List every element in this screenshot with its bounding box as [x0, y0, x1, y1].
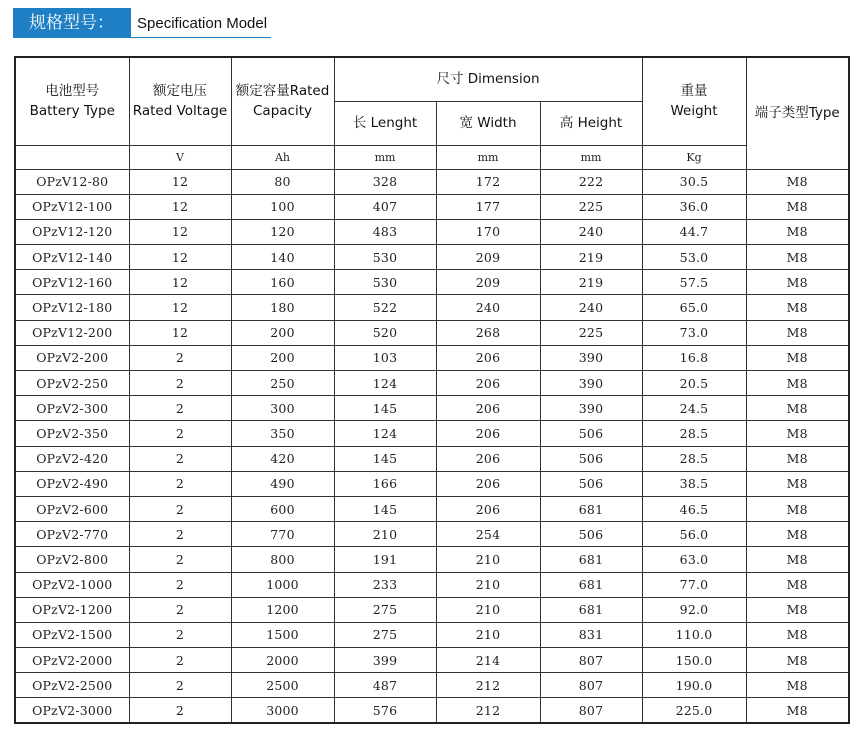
header-dimension: 尺寸 Dimension — [334, 57, 642, 101]
cell-voltage: 12 — [129, 194, 231, 219]
cell-capacity: 800 — [231, 547, 334, 572]
header-weight — [642, 57, 746, 145]
cell-height: 807 — [540, 648, 642, 673]
cell-width: 206 — [436, 396, 540, 421]
table-row — [15, 295, 849, 320]
cell-capacity: 140 — [231, 245, 334, 270]
cell-voltage: 2 — [129, 572, 231, 597]
table-row — [15, 698, 849, 723]
unit-weight: Kg — [642, 145, 746, 169]
header-voltage-en: Rated Voltage — [132, 103, 228, 120]
cell-capacity: 1500 — [231, 622, 334, 647]
cell-capacity: 350 — [231, 421, 334, 446]
cell-voltage: 2 — [129, 371, 231, 396]
cell-voltage: 12 — [129, 219, 231, 244]
cell-voltage: 12 — [129, 295, 231, 320]
cell-battery-type: OPzV2-1500 — [15, 622, 129, 647]
header-capacity-line1: 额定容量Rated — [235, 83, 330, 100]
cell-length: 530 — [334, 270, 436, 295]
cell-battery-type: OPzV2-1200 — [15, 597, 129, 622]
unit-voltage: V — [129, 145, 231, 169]
cell-capacity: 200 — [231, 345, 334, 370]
cell-terminal: M8 — [746, 522, 849, 547]
cell-height: 681 — [540, 496, 642, 521]
cell-capacity: 1000 — [231, 572, 334, 597]
cell-length: 210 — [334, 522, 436, 547]
cell-voltage: 2 — [129, 547, 231, 572]
cell-weight: 73.0 — [642, 320, 746, 345]
cell-battery-type: OPzV12-140 — [15, 245, 129, 270]
cell-capacity: 80 — [231, 169, 334, 194]
header-battery-type-cn: 电池型号 — [45, 83, 100, 100]
cell-battery-type: OPzV2-3000 — [15, 698, 129, 723]
cell-capacity: 100 — [231, 194, 334, 219]
header-voltage-cn: 额定电压 — [153, 83, 207, 100]
cell-voltage: 2 — [129, 471, 231, 496]
cell-width: 206 — [436, 471, 540, 496]
cell-terminal: M8 — [746, 648, 849, 673]
table-row — [15, 245, 849, 270]
cell-width: 212 — [436, 673, 540, 698]
cell-length: 145 — [334, 396, 436, 421]
cell-height: 390 — [540, 396, 642, 421]
cell-width: 240 — [436, 295, 540, 320]
cell-height: 506 — [540, 446, 642, 471]
cell-weight: 77.0 — [642, 572, 746, 597]
cell-length: 124 — [334, 421, 436, 446]
cell-weight: 53.0 — [642, 245, 746, 270]
cell-terminal: M8 — [746, 421, 849, 446]
cell-capacity: 200 — [231, 320, 334, 345]
cell-terminal: M8 — [746, 698, 849, 723]
table-row — [15, 597, 849, 622]
cell-weight: 57.5 — [642, 270, 746, 295]
cell-height: 240 — [540, 295, 642, 320]
table-row — [15, 547, 849, 572]
cell-capacity: 770 — [231, 522, 334, 547]
cell-battery-type: OPzV2-2500 — [15, 673, 129, 698]
cell-weight: 56.0 — [642, 522, 746, 547]
units-row — [15, 145, 849, 169]
unit-capacity: Ah — [231, 145, 334, 169]
cell-height: 219 — [540, 245, 642, 270]
cell-length: 530 — [334, 245, 436, 270]
table-row — [15, 345, 849, 370]
cell-battery-type: OPzV2-2000 — [15, 648, 129, 673]
cell-voltage: 2 — [129, 622, 231, 647]
unit-length: mm — [334, 145, 436, 169]
cell-voltage: 2 — [129, 522, 231, 547]
cell-terminal: M8 — [746, 673, 849, 698]
cell-length: 275 — [334, 622, 436, 647]
cell-battery-type: OPzV2-490 — [15, 471, 129, 496]
cell-length: 487 — [334, 673, 436, 698]
cell-weight: 28.5 — [642, 446, 746, 471]
cell-width: 214 — [436, 648, 540, 673]
cell-terminal: M8 — [746, 295, 849, 320]
cell-terminal: M8 — [746, 547, 849, 572]
cell-battery-type: OPzV12-180 — [15, 295, 129, 320]
cell-terminal: M8 — [746, 622, 849, 647]
cell-voltage: 12 — [129, 169, 231, 194]
cell-capacity: 300 — [231, 396, 334, 421]
cell-terminal: M8 — [746, 270, 849, 295]
cell-length: 233 — [334, 572, 436, 597]
table-row — [15, 194, 849, 219]
specification-table — [14, 56, 850, 724]
table-row — [15, 169, 849, 194]
header-battery-type — [15, 57, 129, 145]
cell-weight: 92.0 — [642, 597, 746, 622]
cell-capacity: 420 — [231, 446, 334, 471]
cell-battery-type: OPzV12-80 — [15, 169, 129, 194]
cell-terminal: M8 — [746, 219, 849, 244]
table-row — [15, 219, 849, 244]
cell-voltage: 2 — [129, 446, 231, 471]
header-height: 高 Height — [540, 101, 642, 145]
cell-terminal: M8 — [746, 597, 849, 622]
cell-weight: 110.0 — [642, 622, 746, 647]
cell-length: 483 — [334, 219, 436, 244]
table-row — [15, 471, 849, 496]
cell-battery-type: OPzV12-100 — [15, 194, 129, 219]
cell-capacity: 3000 — [231, 698, 334, 723]
cell-width: 209 — [436, 245, 540, 270]
cell-voltage: 2 — [129, 673, 231, 698]
cell-battery-type: OPzV12-200 — [15, 320, 129, 345]
cell-width: 206 — [436, 371, 540, 396]
cell-height: 390 — [540, 371, 642, 396]
table-row — [15, 371, 849, 396]
cell-width: 172 — [436, 169, 540, 194]
cell-length: 103 — [334, 345, 436, 370]
cell-voltage: 2 — [129, 698, 231, 723]
cell-width: 206 — [436, 345, 540, 370]
cell-length: 399 — [334, 648, 436, 673]
cell-battery-type: OPzV2-200 — [15, 345, 129, 370]
table-row — [15, 421, 849, 446]
cell-voltage: 12 — [129, 270, 231, 295]
cell-height: 390 — [540, 345, 642, 370]
cell-terminal: M8 — [746, 396, 849, 421]
cell-length: 275 — [334, 597, 436, 622]
cell-battery-type: OPzV2-600 — [15, 496, 129, 521]
header-rated-capacity — [231, 57, 334, 145]
cell-capacity: 600 — [231, 496, 334, 521]
cell-weight: 16.8 — [642, 345, 746, 370]
title-english: Specification Model — [131, 8, 271, 38]
cell-length: 145 — [334, 446, 436, 471]
cell-weight: 30.5 — [642, 169, 746, 194]
title-chinese: 规格型号： — [13, 8, 131, 38]
cell-width: 170 — [436, 219, 540, 244]
cell-battery-type: OPzV2-770 — [15, 522, 129, 547]
cell-weight: 38.5 — [642, 471, 746, 496]
cell-height: 807 — [540, 698, 642, 723]
cell-width: 206 — [436, 496, 540, 521]
cell-width: 210 — [436, 572, 540, 597]
cell-weight: 150.0 — [642, 648, 746, 673]
header-terminal-type: 端子类型Type — [746, 57, 849, 169]
cell-height: 831 — [540, 622, 642, 647]
table-row — [15, 496, 849, 521]
cell-width: 177 — [436, 194, 540, 219]
cell-battery-type: OPzV12-160 — [15, 270, 129, 295]
cell-weight: 46.5 — [642, 496, 746, 521]
cell-height: 506 — [540, 522, 642, 547]
cell-capacity: 120 — [231, 219, 334, 244]
cell-width: 206 — [436, 421, 540, 446]
table-row — [15, 270, 849, 295]
cell-weight: 190.0 — [642, 673, 746, 698]
header-capacity-line2: Capacity — [253, 103, 312, 120]
title-bar — [13, 8, 271, 38]
cell-length: 191 — [334, 547, 436, 572]
cell-width: 268 — [436, 320, 540, 345]
cell-capacity: 1200 — [231, 597, 334, 622]
header-weight-cn: 重量 — [680, 83, 708, 100]
cell-terminal: M8 — [746, 471, 849, 496]
cell-voltage: 2 — [129, 345, 231, 370]
table-row — [15, 673, 849, 698]
cell-width: 254 — [436, 522, 540, 547]
cell-terminal: M8 — [746, 169, 849, 194]
cell-weight: 28.5 — [642, 421, 746, 446]
cell-terminal: M8 — [746, 245, 849, 270]
table-row — [15, 572, 849, 597]
cell-capacity: 490 — [231, 471, 334, 496]
table-row — [15, 622, 849, 647]
cell-length: 166 — [334, 471, 436, 496]
header-rated-voltage — [129, 57, 231, 145]
header-battery-type-en: Battery Type — [29, 103, 115, 120]
cell-weight: 63.0 — [642, 547, 746, 572]
cell-voltage: 2 — [129, 648, 231, 673]
cell-height: 681 — [540, 572, 642, 597]
table-row — [15, 648, 849, 673]
cell-weight: 20.5 — [642, 371, 746, 396]
cell-height: 225 — [540, 194, 642, 219]
cell-terminal: M8 — [746, 194, 849, 219]
cell-battery-type: OPzV2-420 — [15, 446, 129, 471]
cell-battery-type: OPzV2-350 — [15, 421, 129, 446]
cell-height: 222 — [540, 169, 642, 194]
cell-width: 210 — [436, 622, 540, 647]
cell-battery-type: OPzV12-120 — [15, 219, 129, 244]
cell-voltage: 2 — [129, 421, 231, 446]
cell-battery-type: OPzV2-300 — [15, 396, 129, 421]
cell-capacity: 2000 — [231, 648, 334, 673]
cell-capacity: 180 — [231, 295, 334, 320]
cell-battery-type: OPzV2-250 — [15, 371, 129, 396]
cell-width: 206 — [436, 446, 540, 471]
cell-length: 407 — [334, 194, 436, 219]
table-row — [15, 446, 849, 471]
cell-length: 124 — [334, 371, 436, 396]
cell-terminal: M8 — [746, 572, 849, 597]
cell-height: 219 — [540, 270, 642, 295]
unit-battery-type — [15, 145, 129, 169]
cell-voltage: 2 — [129, 597, 231, 622]
cell-terminal: M8 — [746, 345, 849, 370]
cell-capacity: 250 — [231, 371, 334, 396]
cell-battery-type: OPzV2-1000 — [15, 572, 129, 597]
cell-weight: 225.0 — [642, 698, 746, 723]
cell-capacity: 160 — [231, 270, 334, 295]
cell-height: 225 — [540, 320, 642, 345]
cell-terminal: M8 — [746, 371, 849, 396]
cell-length: 520 — [334, 320, 436, 345]
table-row — [15, 522, 849, 547]
cell-length: 576 — [334, 698, 436, 723]
cell-height: 807 — [540, 673, 642, 698]
cell-weight: 24.5 — [642, 396, 746, 421]
cell-voltage: 2 — [129, 396, 231, 421]
cell-battery-type: OPzV2-800 — [15, 547, 129, 572]
header-weight-en: Weight — [670, 103, 718, 120]
cell-length: 328 — [334, 169, 436, 194]
cell-capacity: 2500 — [231, 673, 334, 698]
cell-terminal: M8 — [746, 320, 849, 345]
cell-voltage: 12 — [129, 245, 231, 270]
cell-terminal: M8 — [746, 446, 849, 471]
unit-height: mm — [540, 145, 642, 169]
table-row — [15, 320, 849, 345]
cell-width: 210 — [436, 547, 540, 572]
unit-width: mm — [436, 145, 540, 169]
cell-voltage: 12 — [129, 320, 231, 345]
cell-length: 522 — [334, 295, 436, 320]
header-length: 长 Lenght — [334, 101, 436, 145]
cell-height: 681 — [540, 547, 642, 572]
cell-length: 145 — [334, 496, 436, 521]
cell-height: 506 — [540, 421, 642, 446]
header-width: 宽 Width — [436, 101, 540, 145]
cell-width: 210 — [436, 597, 540, 622]
cell-height: 506 — [540, 471, 642, 496]
table-row — [15, 396, 849, 421]
cell-height: 681 — [540, 597, 642, 622]
cell-weight: 36.0 — [642, 194, 746, 219]
cell-terminal: M8 — [746, 496, 849, 521]
header-row — [15, 57, 849, 101]
cell-width: 209 — [436, 270, 540, 295]
cell-weight: 44.7 — [642, 219, 746, 244]
cell-width: 212 — [436, 698, 540, 723]
cell-voltage: 2 — [129, 496, 231, 521]
cell-height: 240 — [540, 219, 642, 244]
cell-weight: 65.0 — [642, 295, 746, 320]
